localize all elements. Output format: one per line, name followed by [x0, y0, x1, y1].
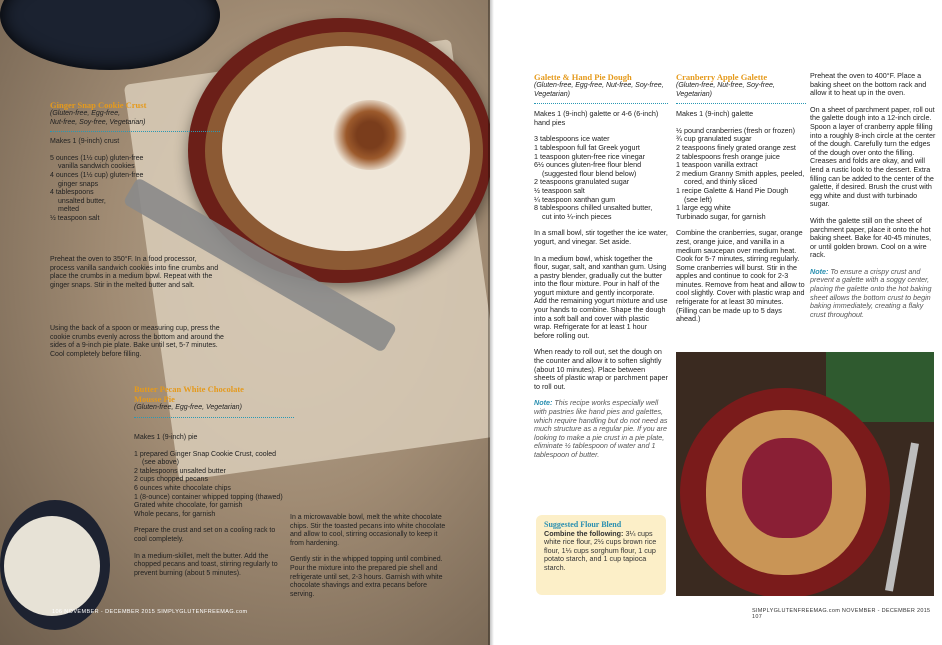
- ingredient: ½ teaspoon salt: [534, 185, 585, 195]
- recipe-step: In a medium-skillet, melt the butter. Add the chopped pecans and toast, stirring regularly to prevent burning (about 5 minutes).: [134, 552, 278, 577]
- recipe-yield: Makes 1 (9-inch) galette or 4-6 (6-inch) hand pies: [534, 109, 659, 127]
- ingredient: unsalted butter,: [58, 197, 106, 205]
- ginger-snap-steps: [50, 256, 220, 298]
- recipe-note: [810, 268, 936, 320]
- note-label: Note:: [810, 266, 829, 276]
- ingredient: cored, and thinly sliced: [684, 177, 758, 187]
- recipe-step: With the galette still on the sheet of parchment paper, place it onto the hot baking sheet. Bake for 40-45 minutes, or until golden brown. Cool on a wire rack.: [810, 215, 932, 260]
- recipe-step: In a small bowl, stir together the ice water, yogurt, and vinegar. Set aside.: [534, 228, 668, 246]
- divider: [676, 103, 806, 104]
- recipe-diet-tags: (Gluten-free, Egg-free,: [50, 110, 121, 117]
- right-page-footer: SIMPLYGLUTENFREEMAG.com NOVEMBER - DECEMBER 2015 107: [752, 608, 931, 620]
- ingredient-list: [134, 451, 284, 520]
- ingredient: ¾ cup granulated sugar: [676, 134, 752, 144]
- ingredient: 2 tablespoons unsalted butter: [134, 467, 226, 475]
- ingredient: 2 tablespoons fresh orange juice: [676, 151, 780, 161]
- ingredient: 2 cups chopped pecans: [134, 476, 208, 484]
- ingredient: ginger snaps: [58, 180, 99, 188]
- ingredient: Grated white chocolate, for garnish: [134, 502, 243, 510]
- recipe-diet-tags: (Gluten-free, Egg-free, Nut-free, Soy-free, Vegetarian): [534, 82, 664, 98]
- recipe-step: Preheat the oven to 400°F. Place a baking sheet on the bottom rack and allow it to heat up in the oven.: [810, 71, 927, 98]
- ingredient: 2 teaspoons granulated sugar: [534, 177, 630, 187]
- ingredient: 1 large egg white: [676, 203, 731, 213]
- tip-title: Suggested Flour Blend: [544, 520, 622, 529]
- flour-blend-tip-box: [536, 515, 666, 595]
- recipe-title: Butter Pecan White Chocolate: [134, 384, 244, 394]
- recipe-diet-tags: Nut-free, Soy-free, Vegetarian): [50, 118, 146, 126]
- ingredient: 8 tablespoons chilled unsalted butter,: [534, 203, 653, 213]
- recipe-title: Mousse Pie: [134, 394, 175, 404]
- ingredient: ¼ teaspoon xanthan gum: [534, 194, 616, 204]
- ingredient: Whole pecans, for garnish: [134, 510, 216, 518]
- dark-plate-image: [0, 0, 220, 70]
- grated-chocolate-image: [4, 516, 100, 616]
- recipe-yield: Makes 1 (9-inch) galette: [676, 109, 754, 119]
- ingredient: (see above): [142, 459, 179, 467]
- note-text: To ensure a crispy crust and prevent a galette with a soggy center, placing the galette onto the hot baking sheet allows the bottom crust to begin baking immediately, creating a flaky crust throughout.: [810, 266, 932, 319]
- page-gutter: [488, 0, 494, 645]
- ingredient: 6 ounces white chocolate chips: [134, 484, 231, 492]
- tip-text: 3¼ cups white rice flour, 2½ cups brown rice flour, 1⅓ cups sorghum flour, 1 cup potato starch, and 1 cup tapioca starch.: [544, 528, 657, 572]
- tip-lead: Combine the following:: [544, 528, 624, 538]
- ingredient: (suggested flour blend below): [542, 168, 637, 178]
- recipe-title: Ginger Snap Cookie Crust: [50, 100, 147, 110]
- cranberry-galette-steps: [810, 72, 936, 327]
- ingredient: 3 tablespoons ice water: [534, 134, 610, 144]
- ingredient: 2 teaspoons finely grated orange zest: [676, 142, 796, 152]
- ingredient: melted: [58, 206, 80, 214]
- pecan-garnish-image: [330, 100, 410, 170]
- ingredient: cut into ¼-inch pieces: [542, 211, 612, 221]
- cranberry-galette-recipe: [676, 72, 806, 332]
- recipe-step: When ready to roll out, set the dough on the counter and allow it to soften slightly (about 10 minutes). Place between sheets of plastic wrap or parchment paper to roll out.: [534, 347, 668, 391]
- ingredient-list: [50, 155, 220, 224]
- pecan-pie-body: [134, 434, 284, 586]
- ingredient: 1 (8-ounce) container whipped topping (thawed): [134, 493, 283, 501]
- ginger-snap-recipe: [50, 100, 220, 232]
- left-page-footer: 106 NOVEMBER - DECEMBER 2015 SIMPLYGLUTENFREEMAG.com: [52, 609, 248, 615]
- recipe-title: Galette & Hand Pie Dough: [534, 72, 632, 82]
- ingredient: 1 recipe Galette & Hand Pie Dough: [676, 185, 789, 195]
- ingredient: 1 teaspoon gluten-free rice vinegar: [534, 151, 646, 161]
- divider: [534, 103, 668, 104]
- pecan-pie-recipe-header: [134, 384, 294, 424]
- ingredient-list: [676, 127, 806, 222]
- recipe-step: In a microwavable bowl, melt the white chocolate chips. Stir the toasted pecans into white chocolate and allow to cool, stirring occasionally to keep it from hardening.: [290, 514, 446, 547]
- recipe-step: Using the back of a spoon or measuring cup, press the cookie crumbs evenly across the bottom and around the sides of a 9-inch pie plate. Bake until set, 5-7 minutes. Cool completely before filling.: [50, 325, 224, 358]
- recipe-diet-tags: (Gluten-free, Nut-free, Soy-free, Vegetarian): [676, 82, 775, 98]
- galette-photo: [676, 352, 934, 596]
- ingredient-list: [534, 135, 668, 221]
- ingredient: 1 prepared Ginger Snap Cookie Crust, cooled: [134, 450, 277, 458]
- recipe-step: On a sheet of parchment paper, roll out the galette dough into a 12-inch circle. Spoon a layer of cranberry apple filling into a roughly 8-inch circle at the center of the dough. Carefully turn the edges of the dough over onto the filling. Creases and folds are okay, and will lend a rustic look to the dessert. Extra filling can be added to the center of the galette, if desired. Brush the crust with egg white and dust with turbinado sugar.: [810, 104, 936, 209]
- ingredient: ½ pound cranberries (fresh or frozen): [676, 125, 796, 135]
- pecan-pie-body-col2: [290, 514, 450, 607]
- recipe-step: In a medium bowl, whisk together the flour, sugar, salt, and xanthan gum. Using a pastry blender, gradually cut the butter into the flour mixture. Pour in half of the yogurt mixture and gently incorporate. Add the remaining yogurt mixture and use your hands to combine. Shape the dough into a soft ball and cover with plastic wrap. Refrigerate for at least 1 hour before rolling out.: [534, 253, 668, 340]
- ingredient: 1 teaspoon vanilla extract: [676, 160, 758, 170]
- note-label: Note:: [534, 398, 553, 408]
- ingredient: 1 tablespoon full fat Greek yogurt: [534, 142, 640, 152]
- ingredient: 4 ounces (1½ cup) gluten-free: [50, 171, 144, 179]
- ingredient: ½ teaspoon salt: [50, 214, 100, 222]
- ingredient: vanilla sandwich cookies: [58, 163, 135, 171]
- recipe-step: Preheat the oven to 350°F. In a food processor, process vanilla sandwich cookies into fine crumbs and place the crumbs in a medium bowl. Repeat with the ginger snaps. Stir in the melted butter and salt.: [50, 256, 219, 289]
- divider: [134, 417, 294, 418]
- ingredient: Turbinado sugar, for garnish: [676, 211, 766, 221]
- recipe-diet-tags: (Gluten-free, Egg-free, Vegetarian): [134, 404, 242, 411]
- recipe-title: Cranberry Apple Galette: [676, 72, 768, 82]
- ingredient: 4 tablespoons: [50, 189, 94, 197]
- fork-image: [885, 442, 919, 591]
- ginger-snap-steps-2: [50, 325, 230, 367]
- recipe-step: Prepare the crust and set on a cooling rack to cool completely.: [134, 527, 276, 543]
- galette-dough-recipe: [534, 72, 668, 468]
- divider: [50, 131, 220, 132]
- recipe-step: Combine the cranberries, sugar, orange zest, orange juice, and vanilla in a medium saucepan over medium heat. Cook for 5-7 minutes, stirring regularly. Some cranberries will burst. Stir in the apples and continue to cook for 2-3 minutes. Remove from heat and allow to cool slightly. Cover with plastic wrap and refrigerate for at least 30 minutes. (Filling can be made up to 5 days ahead.): [676, 228, 805, 324]
- ingredient: 6½ ounces gluten-free flour blend: [534, 160, 642, 170]
- recipe-yield: Makes 1 (9-inch) crust: [50, 138, 120, 146]
- ingredient: 2 medium Granny Smith apples, peeled,: [676, 168, 805, 178]
- ingredient: 5 ounces (1½ cup) gluten-free: [50, 154, 144, 162]
- note-text: This recipe works especially well with pastries like hand pies and galettes, which require handling but do not need as much structure as a regular pie. If you are looking to make a pie crust in a pie plate, eliminate ½ tablespoon of water and 1 tablespoon of butter.: [534, 398, 668, 459]
- recipe-step: Gently stir in the whipped topping until combined. Pour the mixture into the prepared pie shell and refrigerate until set, 2-3 hours. Garnish with white chocolate shavings and extra pecans before serving.: [290, 556, 443, 598]
- ingredient: (see left): [684, 194, 712, 204]
- recipe-yield: Makes 1 (9-inch) pie: [134, 434, 198, 441]
- recipe-note: [534, 399, 668, 459]
- cranberry-filling-image: [742, 438, 832, 538]
